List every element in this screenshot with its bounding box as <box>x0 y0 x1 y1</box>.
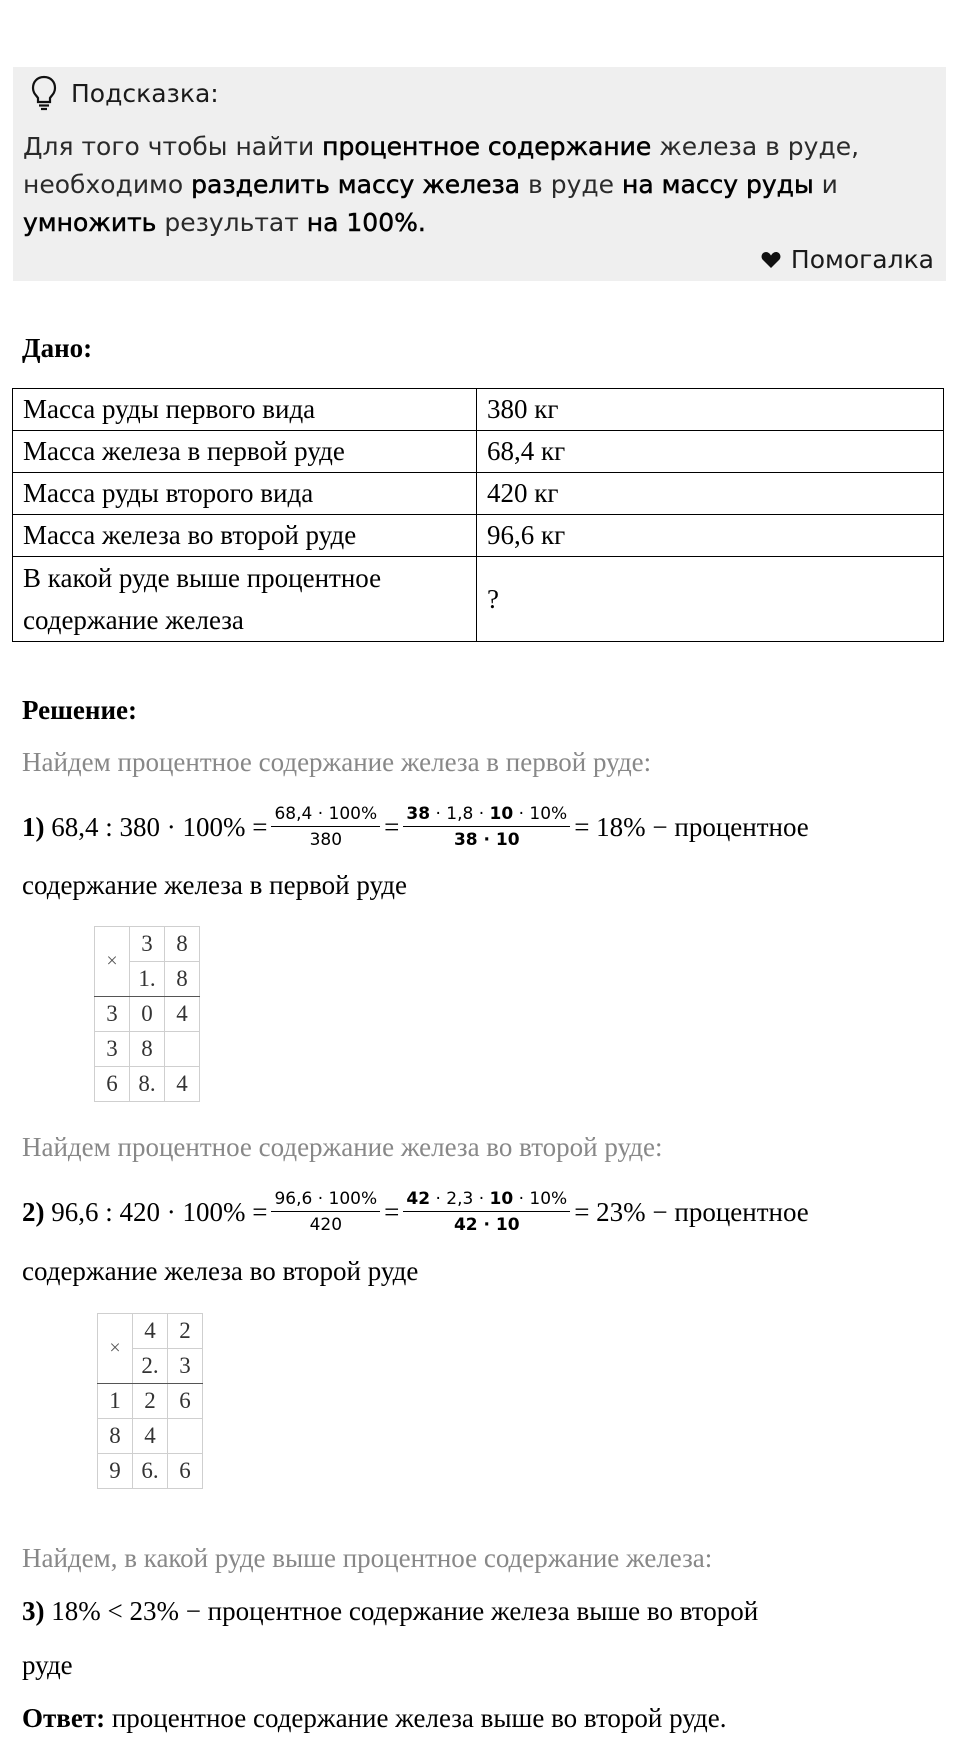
step1-expression: 68,4 : 380 · 100% = <box>51 811 268 842</box>
hint-text-part: результат <box>156 208 307 237</box>
digit: 2 <box>168 1314 203 1349</box>
step1-equation <box>22 797 809 857</box>
fraction-numerator: 68,4 · 100% <box>271 803 380 827</box>
equals-sign: = <box>384 811 400 842</box>
multiply-sign: × <box>98 1314 133 1384</box>
digit: 6. <box>133 1454 168 1489</box>
given-value: ? <box>477 557 944 642</box>
hint-box <box>13 67 946 281</box>
hint-emphasis: умножить <box>23 208 157 237</box>
table-row <box>13 557 944 642</box>
hint-text-part: и <box>813 170 838 199</box>
given-value: 380 кг <box>477 389 944 431</box>
digit: 3 <box>168 1349 203 1384</box>
table-row <box>13 515 944 557</box>
hint-emphasis: разделить массу железа <box>191 170 521 199</box>
fraction-denominator: 380 <box>309 830 343 850</box>
frac-part: · 2,3 · <box>430 1189 490 1209</box>
hint-emphasis: на 100%. <box>306 208 426 237</box>
frac-bold: 42 · 10 <box>453 1215 520 1235</box>
frac-bold: 38 <box>406 804 431 824</box>
frac-bold: 10 <box>489 804 514 824</box>
given-value: 68,4 кг <box>477 431 944 473</box>
frac-bold: 42 <box>406 1189 431 1209</box>
digit: 3 <box>95 997 130 1032</box>
frac-part: · 10% <box>513 1189 568 1209</box>
digit: 4 <box>133 1314 168 1349</box>
multiplication-table-1 <box>94 926 200 1102</box>
fraction <box>271 1188 380 1236</box>
fraction-denominator <box>454 1212 520 1236</box>
digit: 4 <box>133 1419 168 1454</box>
fraction-denominator: 420 <box>309 1215 343 1235</box>
step2-equation <box>22 1182 809 1242</box>
heart-icon <box>761 251 781 269</box>
digit: 0 <box>130 997 165 1032</box>
hint-text-part: железа в руде, необходимо <box>23 132 860 199</box>
answer-text: процентное содержание железа выше во второй руде. <box>111 1703 727 1733</box>
hint-text <box>23 128 923 242</box>
multiply-sign: × <box>95 927 130 997</box>
frac-bold: 10 <box>489 1189 514 1209</box>
table-row <box>13 389 944 431</box>
digit <box>168 1419 203 1454</box>
fraction <box>271 803 380 851</box>
digit: 1. <box>130 962 165 997</box>
given-label-line: В какой руде выше процентное <box>23 563 382 593</box>
step1-result: = 18% − процентное <box>574 811 809 842</box>
digit <box>165 1032 200 1067</box>
digit: 8 <box>165 927 200 962</box>
fraction-numerator <box>403 803 570 827</box>
answer-line <box>22 1703 727 1734</box>
given-value: 420 кг <box>477 473 944 515</box>
step3-line2: руде <box>22 1650 73 1680</box>
given-label <box>13 557 477 642</box>
hint-text-part: в руде <box>520 170 622 199</box>
equals-sign: = <box>384 1196 400 1227</box>
digit: 9 <box>98 1454 133 1489</box>
digit: 6 <box>168 1384 203 1419</box>
fraction-numerator: 96,6 · 100% <box>271 1188 380 1212</box>
step3-intro: Найдем, в какой руде выше процентное содержание железа: <box>22 1543 713 1573</box>
frac-bold: 38 · 10 <box>453 830 520 850</box>
lightbulb-icon <box>31 75 57 111</box>
hint-title: Подсказка: <box>71 78 219 108</box>
digit: 6 <box>95 1067 130 1102</box>
solution-heading: Решение: <box>22 695 137 725</box>
digit: 8 <box>165 962 200 997</box>
digit: 2. <box>133 1349 168 1384</box>
hint-emphasis: процентное содержание <box>322 132 652 161</box>
digit: 3 <box>95 1032 130 1067</box>
step2-intro: Найдем процентное содержание железа во второй руде: <box>22 1132 663 1162</box>
digit: 2 <box>133 1384 168 1419</box>
given-label-line: содержание железа <box>23 605 244 635</box>
step3-line1 <box>22 1596 758 1627</box>
digit: 8 <box>98 1419 133 1454</box>
digit: 3 <box>130 927 165 962</box>
step1-continuation: содержание железа в первой руде <box>22 870 408 900</box>
credit-label: Помогалка <box>790 245 934 274</box>
fraction-numerator <box>403 1188 570 1212</box>
fraction <box>403 1188 570 1236</box>
given-label: Масса железа во второй руде <box>13 515 477 557</box>
digit: 8. <box>130 1067 165 1102</box>
digit: 4 <box>165 997 200 1032</box>
step-number: 2) <box>22 1196 45 1227</box>
step2-continuation: содержание железа во второй руде <box>22 1256 419 1286</box>
fraction <box>403 803 570 851</box>
hint-header <box>31 75 219 111</box>
digit: 8 <box>130 1032 165 1067</box>
given-value: 96,6 кг <box>477 515 944 557</box>
step-number: 3) <box>22 1596 45 1626</box>
step3-text: 18% < 23% − процентное содержание железа выше во второй <box>51 1596 759 1626</box>
given-table <box>12 388 944 642</box>
digit: 6 <box>168 1454 203 1489</box>
step2-expression: 96,6 : 420 · 100% = <box>51 1196 268 1227</box>
fraction-denominator <box>454 827 520 851</box>
answer-label: Ответ: <box>22 1703 106 1733</box>
credit-link[interactable] <box>761 245 934 274</box>
frac-part: · 1,8 · <box>430 804 490 824</box>
step1-intro: Найдем процентное содержание железа в первой руде: <box>22 747 652 777</box>
given-label: Масса железа в первой руде <box>13 431 477 473</box>
table-row <box>13 473 944 515</box>
frac-part: · 10% <box>513 804 568 824</box>
given-label: Масса руды второго вида <box>13 473 477 515</box>
step-number: 1) <box>22 811 45 842</box>
digit: 1 <box>98 1384 133 1419</box>
table-row <box>13 431 944 473</box>
step2-result: = 23% − процентное <box>574 1196 809 1227</box>
given-label: Масса руды первого вида <box>13 389 477 431</box>
hint-text-part: Для того чтобы найти <box>23 132 323 161</box>
digit: 4 <box>165 1067 200 1102</box>
multiplication-table-2 <box>97 1313 203 1489</box>
given-heading: Дано: <box>22 333 93 363</box>
hint-emphasis: на массу руды <box>621 170 814 199</box>
